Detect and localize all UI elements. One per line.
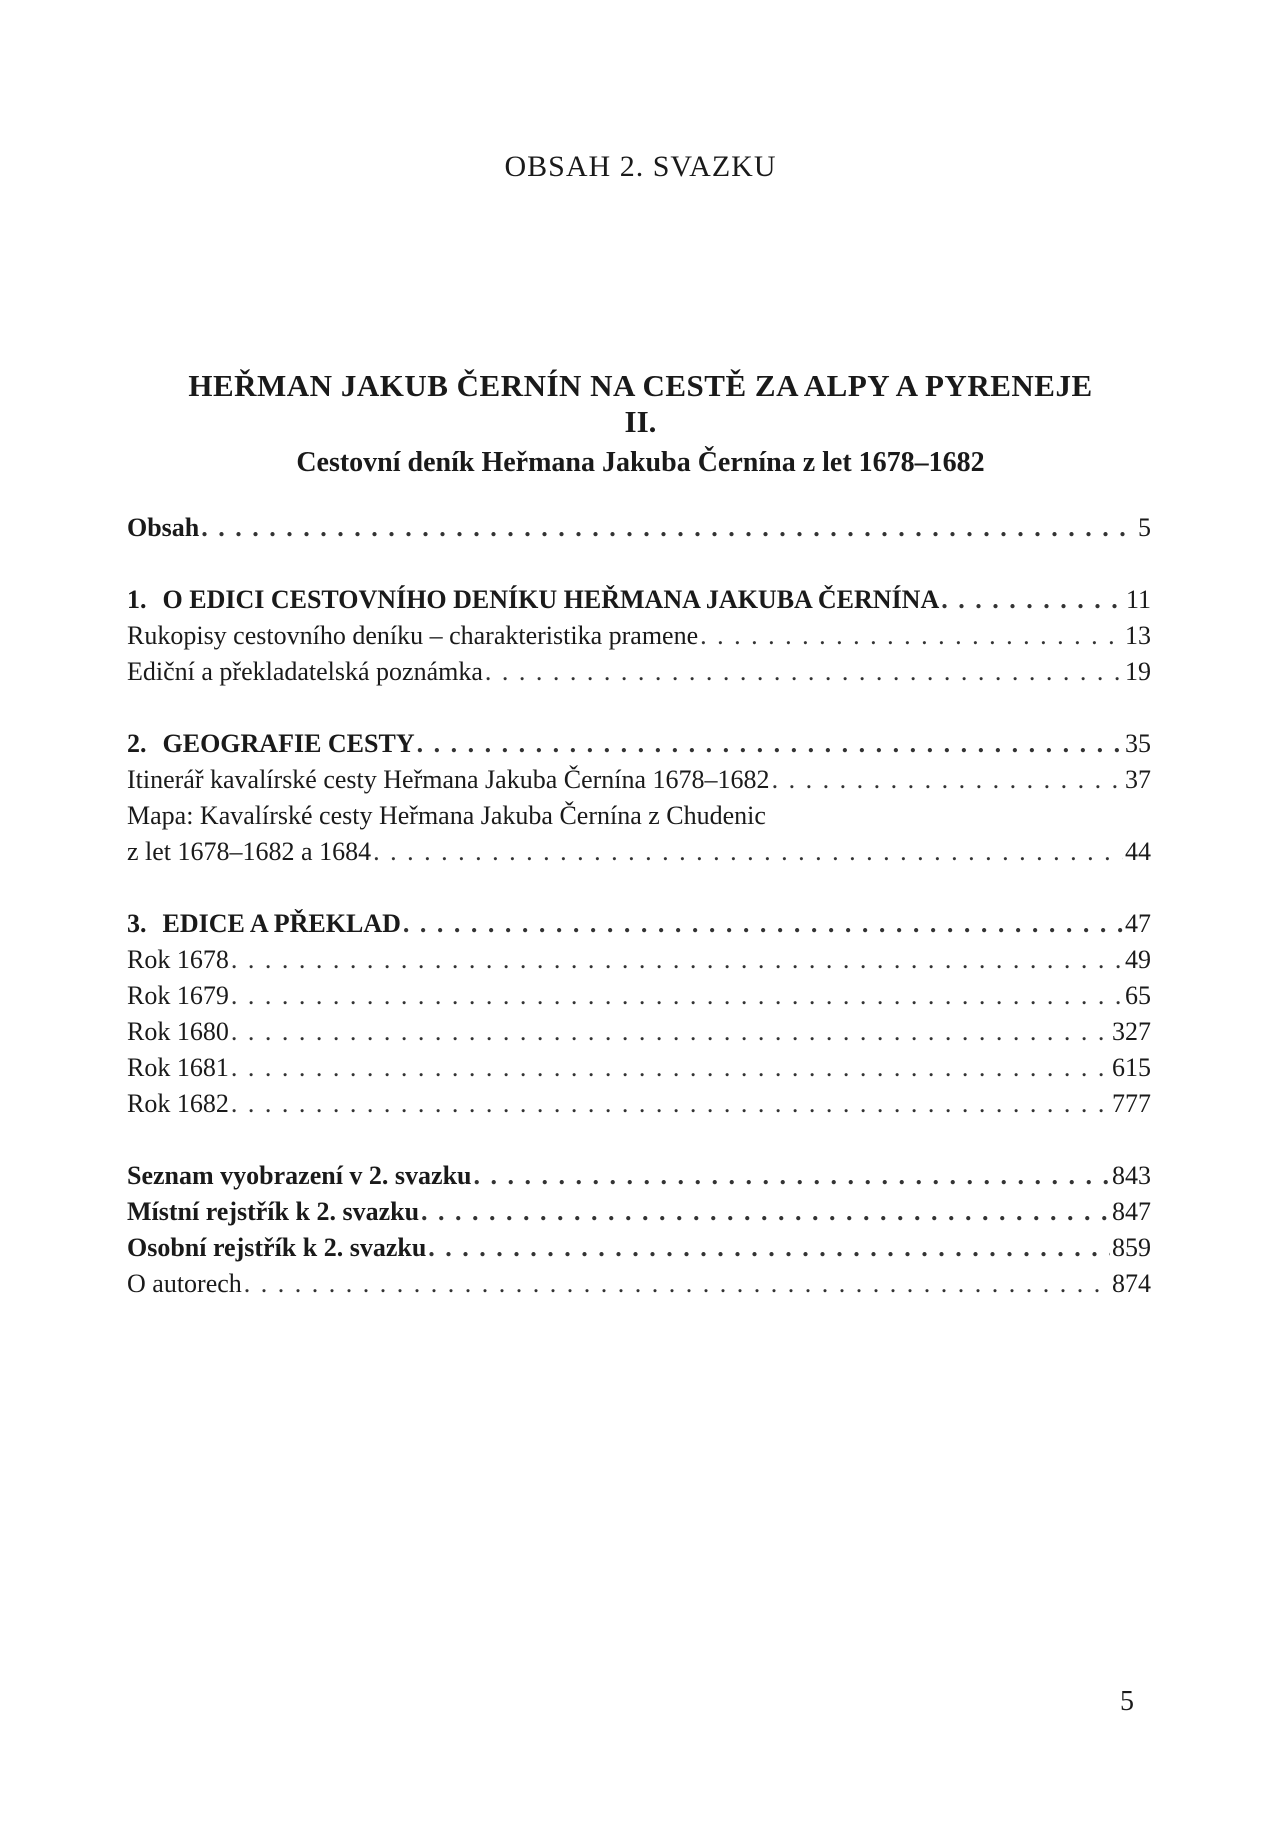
section-number: 2.	[127, 729, 147, 758]
toc-entry-label: O autorech	[127, 1269, 242, 1298]
toc-entry-label: O EDICI CESTOVNÍHO DENÍKU HEŘMANA JAKUBA ČERNÍNA	[162, 585, 940, 614]
toc-entry-label: Seznam vyobrazení v 2. svazku	[127, 1161, 472, 1190]
book-title-block	[0, 368, 1281, 486]
toc-entry-page: 615	[1112, 1053, 1151, 1082]
dot-leader	[403, 906, 1123, 942]
toc-entry-page: 327	[1112, 1017, 1151, 1046]
toc-entry-page: 777	[1112, 1089, 1151, 1118]
toc-entry-page: 35	[1125, 729, 1151, 758]
book-title: HEŘMAN JAKUB ČERNÍN NA CESTĚ ZA ALPY A PYRENEJE	[188, 368, 1093, 403]
toc-entry	[127, 1194, 1151, 1230]
toc-entry-page: 874	[1112, 1269, 1151, 1298]
toc-entry-page: 49	[1125, 945, 1151, 974]
dot-leader	[485, 654, 1123, 690]
toc-entry-label: Itinerář kavalírské cesty Heřmana Jakuba Černína 1678–1682	[127, 765, 770, 794]
dot-leader	[231, 942, 1123, 978]
toc-appendix	[127, 1158, 1151, 1302]
dot-leader	[421, 1194, 1110, 1230]
page-title: OBSAH 2. SVAZKU	[504, 150, 777, 183]
toc-entry	[127, 978, 1151, 1014]
toc-section-heading	[127, 726, 1151, 762]
dot-leader	[244, 1266, 1110, 1302]
section-number: 3.	[127, 909, 147, 938]
toc-entry	[127, 654, 1151, 690]
toc-entry-label: EDICE A PŘEKLAD	[162, 909, 401, 938]
toc-section-heading	[127, 906, 1151, 942]
toc-entry-page: 13	[1125, 621, 1151, 650]
toc-entry-page: 859	[1112, 1233, 1151, 1262]
toc-entry-label: Rok 1680	[127, 1017, 229, 1046]
toc-entry-page: 847	[1112, 1197, 1151, 1226]
toc-section-1	[127, 582, 1151, 690]
dot-leader	[772, 762, 1123, 798]
dot-leader	[941, 582, 1124, 618]
dot-leader	[201, 510, 1136, 546]
toc-section-2	[127, 726, 1151, 870]
dot-leader	[231, 1050, 1110, 1086]
toc-entry-label: z let 1678–1682 a 1684	[127, 837, 372, 866]
toc-entry-label: Rok 1681	[127, 1053, 229, 1082]
toc-entry	[127, 1086, 1151, 1122]
toc-entry-page: 5	[1138, 513, 1151, 542]
dot-leader	[417, 726, 1123, 762]
toc-section-3	[127, 906, 1151, 1122]
dot-leader	[428, 1230, 1110, 1266]
toc-entry	[127, 1230, 1151, 1266]
toc-entry	[127, 618, 1151, 654]
toc-entry	[127, 1050, 1151, 1086]
dot-leader	[231, 1086, 1110, 1122]
toc-entry-label: Rok 1682	[127, 1089, 229, 1118]
dot-leader	[474, 1158, 1111, 1194]
toc-entry-page: 19	[1125, 657, 1151, 686]
toc-entry	[127, 942, 1151, 978]
table-of-contents	[127, 510, 1151, 1338]
toc-entry	[127, 762, 1151, 798]
dot-leader	[700, 618, 1123, 654]
toc-entry-page: 47	[1125, 909, 1151, 938]
toc-entry-page: 11	[1125, 585, 1151, 614]
dot-leader	[231, 1014, 1110, 1050]
volume-number: II.	[624, 404, 657, 439]
toc-intro	[127, 510, 1151, 546]
toc-entry	[127, 1158, 1151, 1194]
toc-entry-page: 843	[1112, 1161, 1151, 1190]
toc-entry	[127, 510, 1151, 546]
toc-entry-page: 37	[1125, 765, 1151, 794]
toc-entry-label: GEOGRAFIE CESTY	[162, 729, 415, 758]
toc-entry-label-line: Mapa: Kavalírské cesty Heřmana Jakuba Černína z Chudenic	[127, 801, 766, 830]
toc-entry-label: Rok 1679	[127, 981, 229, 1010]
toc-entry-label: Rok 1678	[127, 945, 229, 974]
toc-entry	[127, 834, 1151, 870]
toc-entry	[127, 1014, 1151, 1050]
toc-entry-label: Osobní rejstřík k 2. svazku	[127, 1233, 427, 1262]
book-subtitle: Cestovní deník Heřmana Jakuba Černína z let 1678–1682	[296, 447, 985, 478]
dot-leader	[373, 834, 1123, 870]
toc-entry-label: Obsah	[127, 513, 200, 542]
toc-entry-label: Ediční a překladatelská poznámka	[127, 657, 483, 686]
dot-leader	[231, 978, 1123, 1014]
toc-entry-label: Místní rejstřík k 2. svazku	[127, 1197, 420, 1226]
toc-entry-page: 44	[1125, 837, 1151, 866]
toc-entry-label: Rukopisy cestovního deníku – charakteristika pramene	[127, 621, 699, 650]
toc-section-heading	[127, 582, 1151, 618]
page-number: 5	[1120, 1686, 1134, 1717]
toc-entry-page: 65	[1125, 981, 1151, 1010]
toc-entry	[127, 1266, 1151, 1302]
section-number: 1.	[127, 585, 147, 614]
